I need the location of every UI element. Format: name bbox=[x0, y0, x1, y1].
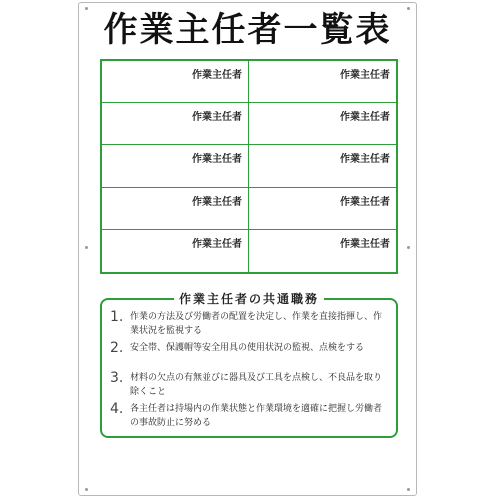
mounting-hole-top-left bbox=[85, 7, 88, 10]
supervisor-cell bbox=[102, 145, 249, 187]
supervisor-cell bbox=[249, 145, 396, 187]
duty-number: 4. bbox=[110, 401, 124, 417]
mounting-hole-mid-left bbox=[85, 246, 88, 249]
mounting-hole-bottom-left bbox=[85, 488, 88, 491]
cell-label: 作業主任者 bbox=[192, 70, 242, 81]
cell-label: 作業主任者 bbox=[192, 238, 242, 250]
cell-label: 作業主任者 bbox=[340, 238, 390, 250]
cell-label: 作業主任者 bbox=[192, 196, 242, 208]
supervisor-cell bbox=[102, 230, 249, 272]
duty-text: 各主任者は持場内の作業状態と作業環境を適確に把握し労働者の事故防止に努める bbox=[130, 404, 383, 428]
duty-text: 作業の方法及び労働者の配置を決定し、作業を直接指揮し、作業状況を監視する bbox=[130, 312, 383, 336]
duty-number: 1. bbox=[110, 309, 124, 325]
duty-item bbox=[110, 371, 390, 399]
duty-text: 材料の欠点の有無並びに器具及び工具を点検し、不良品を取り除くこと bbox=[130, 373, 383, 397]
cell-label: 作業主任者 bbox=[192, 154, 242, 166]
duty-item bbox=[110, 341, 390, 356]
supervisor-cell bbox=[102, 103, 249, 145]
supervisor-cell bbox=[249, 188, 396, 230]
duty-number: 3. bbox=[110, 370, 124, 386]
sign-board bbox=[78, 2, 417, 496]
duties-title: 作業主任者の共通職務 bbox=[174, 290, 324, 307]
supervisor-cell bbox=[102, 61, 249, 103]
cell-label: 作業主任者 bbox=[340, 112, 390, 124]
common-duties-box bbox=[100, 292, 398, 438]
cell-label: 作業主任者 bbox=[192, 112, 242, 124]
supervisor-cell bbox=[102, 188, 249, 230]
mounting-hole-bottom-right bbox=[407, 488, 410, 491]
duty-item bbox=[110, 402, 390, 430]
supervisor-cell bbox=[249, 61, 396, 103]
duty-number: 2. bbox=[110, 340, 124, 356]
sign-title: 作業主任者一覧表 bbox=[103, 10, 392, 50]
supervisor-grid bbox=[100, 59, 398, 274]
mounting-hole-top-right bbox=[407, 7, 410, 10]
supervisor-cell bbox=[249, 230, 396, 272]
duty-text: 安全帯、保護帽等安全用具の使用状況の監視、点検をする bbox=[130, 343, 365, 353]
cell-label: 作業主任者 bbox=[340, 70, 390, 81]
cell-label: 作業主任者 bbox=[340, 196, 390, 208]
duty-item bbox=[110, 310, 390, 338]
cell-label: 作業主任者 bbox=[340, 154, 390, 166]
mounting-hole-mid-right bbox=[407, 246, 410, 249]
supervisor-cell bbox=[249, 103, 396, 145]
